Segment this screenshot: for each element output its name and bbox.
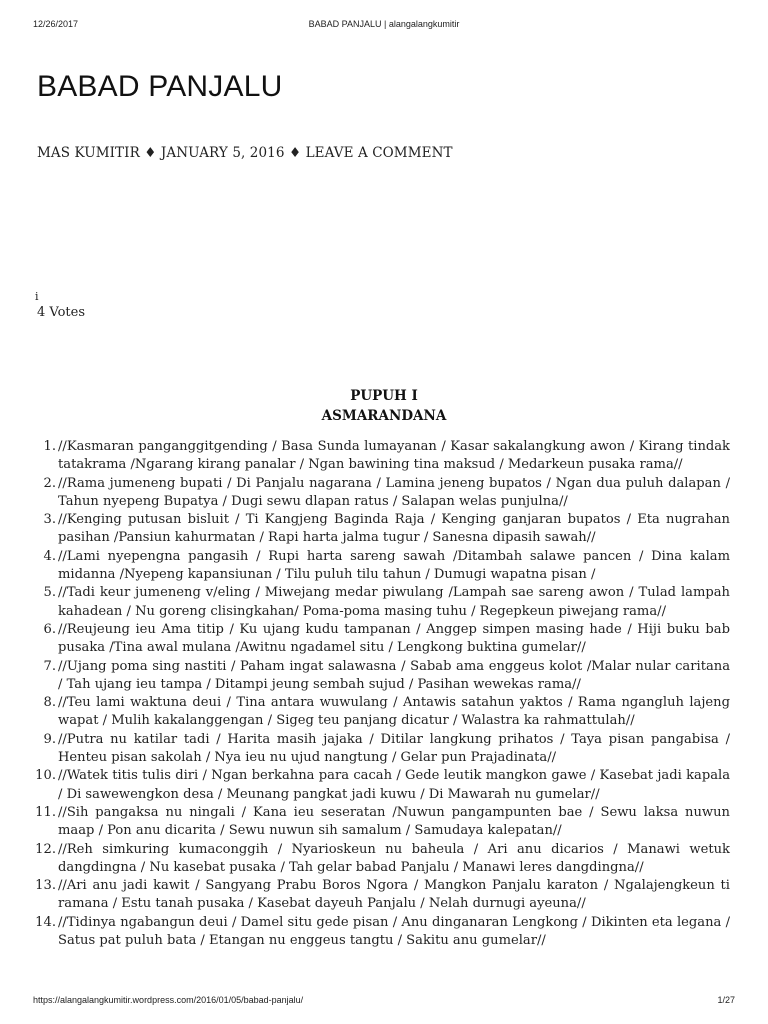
verse-item [43, 731, 730, 768]
poem-subtitle: ASMARANDANA [321, 408, 447, 424]
author-link[interactable]: MAS KUMITIR [37, 145, 140, 161]
verse-number: 5. [43, 585, 56, 601]
verse-number: 4. [43, 548, 56, 564]
verse-text: //Reujeung ieu Ama titip / Ku ujang kudu tampanan / Anggep simpen masing hade / Hiji buku bab pusaka /Tina awal mulana /Awitnu ngadamel situ / Lengkong buktina gumelar// [58, 621, 730, 656]
leave-comment-link[interactable]: LEAVE A COMMENT [305, 145, 453, 161]
votes-count: 4 Votes [37, 305, 86, 320]
verse-number: 7. [43, 658, 56, 674]
verse-text: //Kenging putusan bisluit / Ti Kangjeng Baginda Raja / Kenging ganjaran bupatos / Eta nugrahan pasihan /Pansiun kahurmatan / Rapi harta jalma tugur / Sanesna dipasih sawah// [58, 512, 730, 546]
verse-number: 2. [43, 475, 56, 491]
print-footer [0, 995, 768, 1007]
verse-list [35, 438, 730, 950]
verse-item [43, 511, 730, 548]
verse-text: //Lami nyepengna pangasih / Rupi harta sareng sawah /Ditambah salawe pancen / Dina kalam midanna /Nyepeng kapansiunan / Tilu puluh tilu tahun / Dumugi wapatna pisan / [58, 548, 730, 583]
verse-item [35, 877, 730, 914]
verse-text: //Tadi keur jumeneng v/eling / Miwejang medar piwulang /Lampah sae sareng awon / Tulad lampah kahadean / Nu goreng clisingkahan/ Poma-poma masing tuhu / Regepkeun piwejang rama// [58, 585, 730, 619]
print-page-title: BABAD PANJALU | alangalangkumitir [308, 19, 460, 29]
verse-text: //Rama jumeneng bupati / Di Panjalu nagarana / Lamina jeneng bupatos / Ngan dua puluh dalapan / Tahun nyepeng Bupatya / Dugi sewu dlapan ratus / Salapan welas punjulna// [58, 475, 730, 509]
info-icon[interactable]: i [35, 290, 39, 303]
verse-item [35, 914, 730, 951]
verse-number: 6. [43, 621, 56, 637]
verse-text: //Watek titis tulis diri / Ngan berkahna para cacah / Gede leutik mangkon gawe / Kasebat jadi kapala / Di sawewengkon desa / Meunang pangkat jadi kuwu / Di Mawarah nu gumelar// [58, 768, 730, 802]
verse-text: //Tidinya ngabangun deui / Damel situ gede pisan / Anu dinganaran Lengkong / Dikinten eta legana / Satus pat puluh bata / Etangan nu enggeus tangtu / Sakitu anu gumelar// [58, 914, 730, 949]
verse-number: 1. [43, 439, 56, 454]
verse-item [43, 475, 730, 512]
post-date-link[interactable]: JANUARY 5, 2016 [160, 145, 285, 161]
meta-separator-icon: ♦ [288, 145, 302, 161]
post-title: BABAD PANJALU [37, 70, 283, 103]
verse-text: //Reh simkuring kumaconggih / Nyarioskeun nu baheula / Ari anu dicarios / Manawi wetuk dangdingna / Nu kasebat pusaka / Tah gelar babad Panjalu / Manawi leres dangdingna// [58, 841, 730, 875]
verse-number: 11. [35, 804, 56, 820]
verse-number: 3. [43, 512, 56, 528]
verse-item [43, 438, 730, 475]
print-url: https://alangalangkumitir.wordpress.com/2016/01/05/babad-panjalu/ [33, 995, 304, 1005]
verse-text: //Putra nu katilar tadi / Harita masih jajaka / Ditilar langkung prihatos / Taya pisan pangabisa / Henteu pisan sakolah / Nya ieu nu ujud nangtung / Gelar pun Prajadinata// [58, 731, 730, 766]
verse-text: //Teu lami waktuna deui / Tina antara wuwulang / Antawis satahun yaktos / Rama ngangluh lajeng wapat / Mulih kakalanggengan / Sigeg teu panjang dicatur / Walastra ka rahmattulah// [58, 695, 730, 729]
verse-number: 9. [43, 731, 56, 747]
verse-text: //Sih pangaksa nu ningali / Kana ieu seseratan /Nuwun pangampunten bae / Sewu laksa nuwun maap / Pon anu dicarita / Sewu nuwun sih samalum / Samudaya kalepatan// [58, 804, 730, 839]
print-page-number: 1/27 [717, 995, 735, 1005]
verse-item [43, 621, 730, 658]
verse-item [35, 841, 730, 878]
verse-text: //Ujang poma sing nastiti / Paham ingat salawasna / Sabab ama enggeus kolot /Malar nular caritana / Tah ujang ieu tampa / Ditampi jeung sembah sujud / Pasihan wewekas rama// [58, 658, 730, 692]
verse-text: //Ari anu jadi kawit / Sangyang Prabu Boros Ngora / Mangkon Panjalu karaton / Ngalajengkeun ti ramana / Estu tanah pusaka / Kasebat dayeuh Panjalu / Nelah durnugi ayeuna// [58, 878, 730, 912]
print-header [0, 19, 768, 31]
verse-item [43, 658, 730, 695]
verse-item [43, 548, 730, 585]
verse-number: 14. [35, 914, 56, 930]
verse-number: 10. [35, 768, 56, 784]
verse-item [43, 694, 730, 731]
verse-item [43, 584, 730, 621]
verse-text: //Kasmaran panganggitgending / Basa Sunda lumayanan / Kasar sakalangkung awon / Kirang tindak tatakrama /Ngarang kirang panalar / Ngan bawining tina maksud / Medarkeun pusaka rama// [58, 439, 730, 473]
verse-number: 13. [35, 878, 56, 894]
verse-number: 8. [43, 695, 56, 711]
verse-number: 12. [35, 841, 56, 857]
print-date: 12/26/2017 [33, 19, 79, 29]
verse-item [35, 804, 730, 841]
meta-separator-icon: ♦ [144, 145, 157, 161]
poem-title: PUPUH I [350, 388, 418, 404]
post-meta [37, 145, 453, 161]
verse-item [35, 767, 730, 804]
